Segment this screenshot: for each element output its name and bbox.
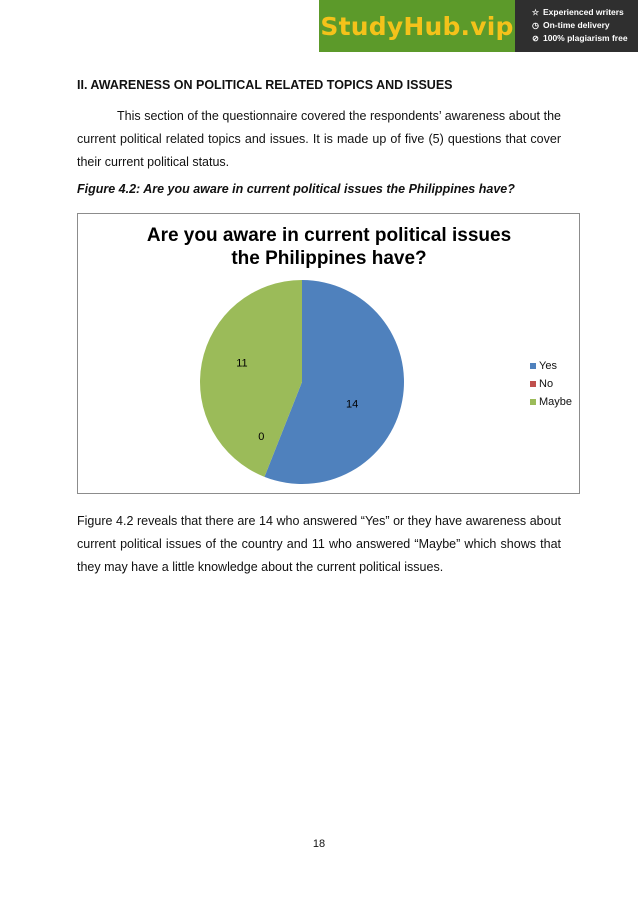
- logo-text: StudyHub.vip: [320, 11, 514, 41]
- data-label-yes: 14: [345, 398, 359, 411]
- legend-item-no: [530, 375, 572, 393]
- studyhub-logo[interactable]: [319, 0, 515, 52]
- star-icon: ☆: [531, 8, 540, 17]
- figure-caption: Figure 4.2: Are you aware in current political issues the Philippines have?: [77, 182, 515, 196]
- analysis-paragraph: Figure 4.2 reveals that there are 14 who answered “Yes” or they have awareness about current political issues of the country and 11 who answered “Maybe” which shows that they may have a little knowledge about the current political issues.: [77, 514, 561, 574]
- legend-label: Yes: [539, 360, 557, 372]
- perk-text: On-time delivery: [543, 20, 610, 30]
- section-heading: II. AWARENESS ON POLITICAL RELATED TOPICS AND ISSUES: [77, 78, 453, 92]
- perk-item: [531, 19, 628, 32]
- data-label-maybe: 11: [236, 357, 248, 370]
- legend-swatch: [530, 399, 536, 405]
- perks-list: [531, 6, 628, 45]
- check-icon: ⊘: [532, 34, 539, 43]
- data-label-no: 0: [258, 431, 265, 444]
- chart-legend: [530, 357, 572, 411]
- page-number: 18: [312, 838, 326, 850]
- perk-text: 100% plagiarism free: [543, 33, 628, 43]
- pie-chart: [77, 213, 580, 494]
- ad-banner[interactable]: [319, 0, 638, 52]
- legend-label: No: [539, 378, 554, 390]
- pie-chart-canvas: [78, 214, 579, 493]
- legend-item-maybe: [530, 393, 572, 411]
- legend-item-yes: [530, 357, 572, 375]
- legend-swatch: [530, 381, 536, 387]
- chart-title-line-1: Are you aware in current political issues: [146, 225, 512, 246]
- chart-title-line-2: the Philippines have?: [231, 248, 427, 269]
- perk-item: [531, 32, 628, 45]
- clock-icon: ◷: [532, 21, 539, 30]
- perk-text: Experienced writers: [543, 7, 624, 17]
- intro-paragraph: This section of the questionnaire covered the respondents’ awareness about the current political related topics and issues. It is made up of five (5) questions that cover their current political status.: [77, 109, 561, 169]
- legend-label: Maybe: [539, 396, 573, 408]
- perk-item: [531, 6, 628, 19]
- legend-swatch: [530, 363, 536, 369]
